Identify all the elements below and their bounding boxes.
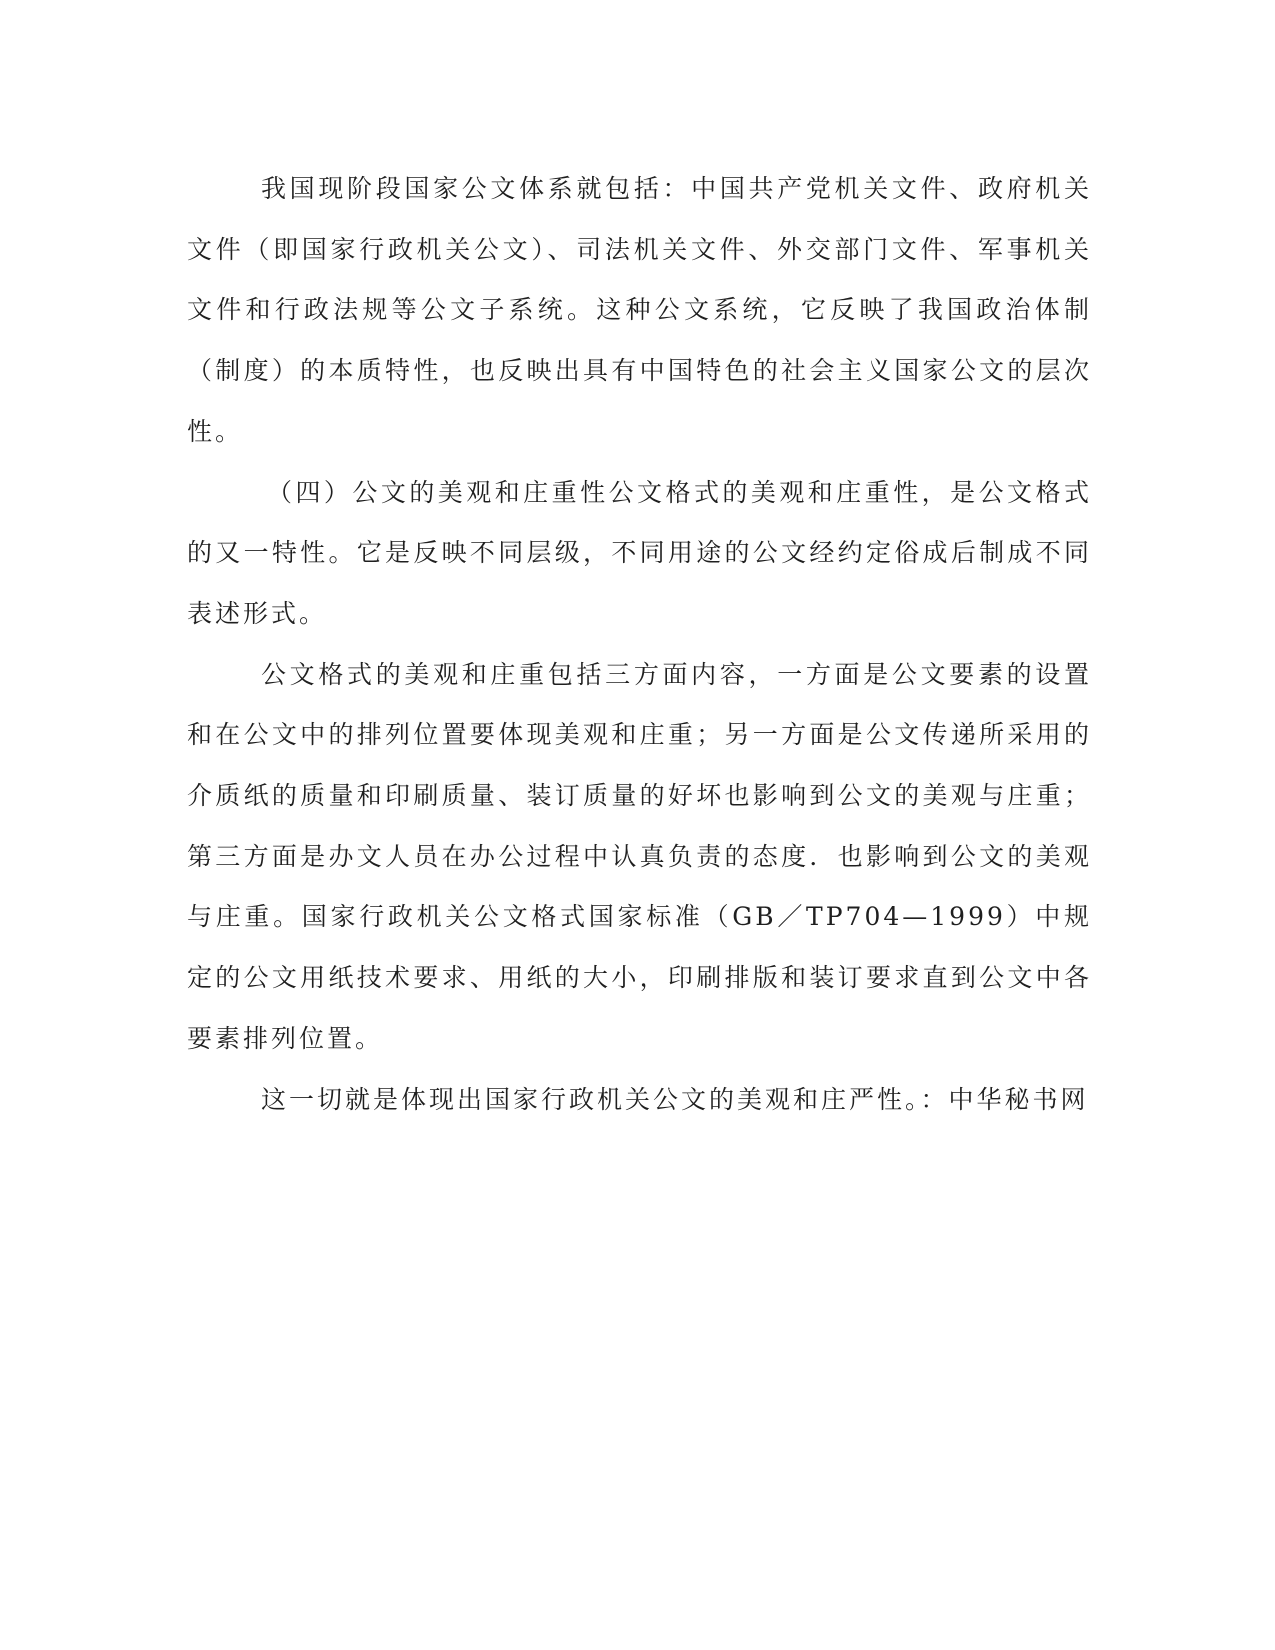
paragraph-conclusion: 这一切就是体现出国家行政机关公文的美观和庄严性。：中华秘书网 — [261, 1084, 1089, 1114]
paragraph-beauty-and-solemnity: （四）公文的美观和庄重性公文格式的美观和庄重性，是公文格式的又一特性。它是反映不同层级，不同用途的公文经约定俗成后制成不同表述形式。 — [187, 477, 1092, 628]
document-body — [187, 159, 1092, 1130]
paragraph-official-document-system: 我国现阶段国家公文体系就包括：中国共产党机关文件、政府机关文件（即国家行政机关公文）、司法机关文件、外交部门文件、军事机关文件和行政法规等公文子系统。这种公文系统，它反映了我国政治体制（制度）的本质特性，也反映出具有中国特色的社会主义国家公文的层次性。 — [187, 174, 1092, 446]
paragraph-format-content: 公文格式的美观和庄重包括三方面内容，一方面是公文要素的设置和在公文中的排列位置要体现美观和庄重；另一方面是公文传递所采用的介质纸的质量和印刷质量、装订质量的好坏也影响到公文的美观与庄重；第三方面是办文人员在办公过程中认真负责的态度．也影响到公文的美观与庄重。国家行政机关公文格式国家标准（GB／TP704—1999）中规定的公文用纸技术要求、用纸的大小，印刷排版和装订要求直到公文中各要素排列位置。 — [187, 659, 1092, 1053]
